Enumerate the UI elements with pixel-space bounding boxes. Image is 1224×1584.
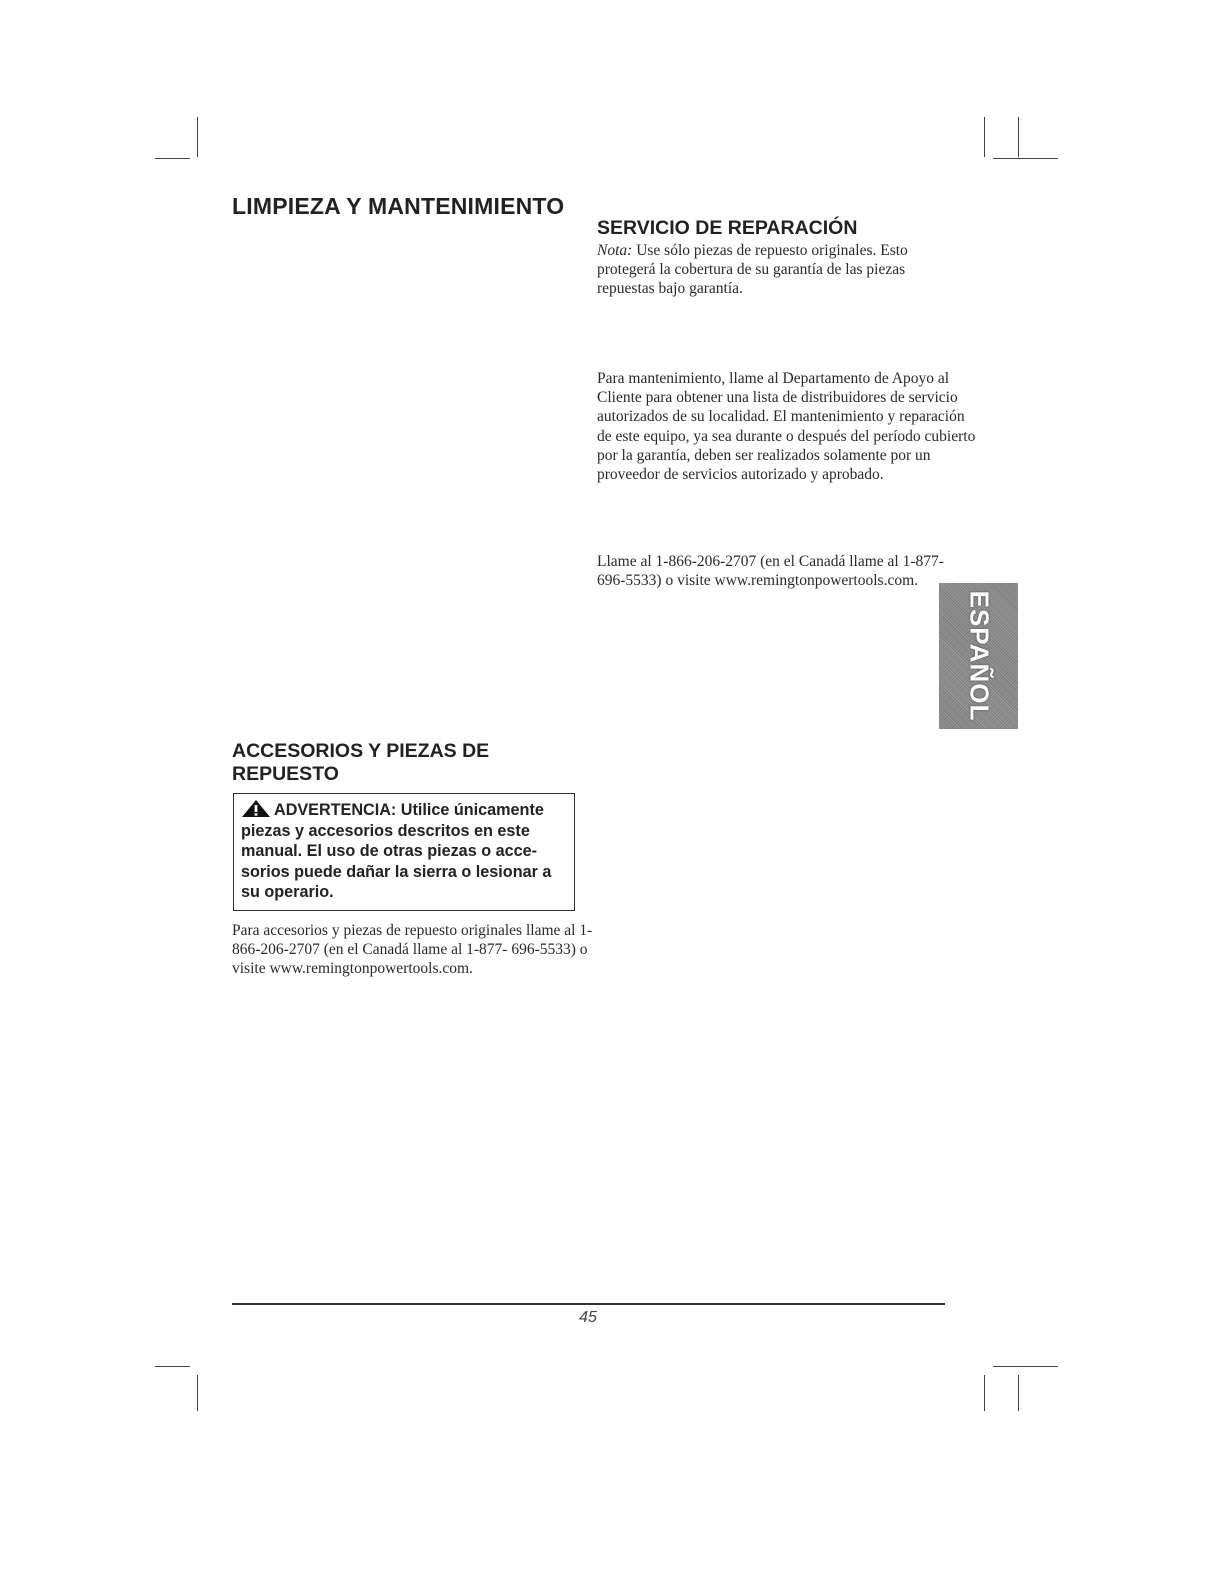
language-tab <box>939 583 1018 729</box>
crop-mark <box>993 158 1058 159</box>
language-tab-label: ESPAÑOL <box>964 590 994 722</box>
contact-paragraph: Llame al 1-866-206-2707 (en el Canadá llame al 1-877-696-5533) o visite www.remingtonpowertools.com. <box>597 553 944 590</box>
page-number: 45 <box>579 1309 597 1326</box>
warning-box <box>233 793 575 911</box>
warning-text: ADVERTENCIA: Utilice únicamente piezas y accesorios descritos en este manual. El uso de otras piezas o acce- sorios puede dañar la sierra o lesionar a su operario. <box>241 801 552 901</box>
warning-triangle-icon <box>241 799 271 818</box>
crop-mark <box>984 117 985 157</box>
repair-service-heading: SERVICIO DE REPARACIÓN <box>597 217 858 239</box>
accessories-paragraph: Para accesorios y piezas de repuesto originales llame al 1-866-206-2707 (en el Canadá llame al 1-877- 696-5533) o visite www.remingtonpowertools.com. <box>232 922 593 978</box>
note-label: Nota: <box>597 242 633 259</box>
accessories-heading: ACCESORIOS Y PIEZAS DE REPUESTO <box>232 740 490 785</box>
crop-mark <box>993 1366 1058 1367</box>
crop-mark <box>155 1366 190 1367</box>
crop-mark <box>197 1375 198 1411</box>
crop-mark <box>1018 1375 1019 1411</box>
footer-rule <box>232 1303 945 1305</box>
crop-mark <box>197 117 198 157</box>
maintenance-paragraph: Para mantenimiento, llame al Departamento de Apoyo al Cliente para obtener una lista de distribuidores de servicio autorizados de su localidad. El mantenimiento y reparación de este equipo, ya sea durante o después del período cubierto por la garantía, deben ser realizados solamente por un proveedor de servicios autorizado y aprobado. <box>597 370 976 484</box>
page-title: LIMPIEZA Y MANTENIMIENTO <box>232 193 565 219</box>
crop-mark <box>1018 117 1019 157</box>
repair-note <box>597 241 962 299</box>
crop-mark <box>984 1375 985 1411</box>
note-text: Use sólo piezas de repuesto originales. Esto protegerá la cobertura de su garantía de las piezas repuestas bajo garantía. <box>597 242 908 298</box>
crop-mark <box>155 158 190 159</box>
